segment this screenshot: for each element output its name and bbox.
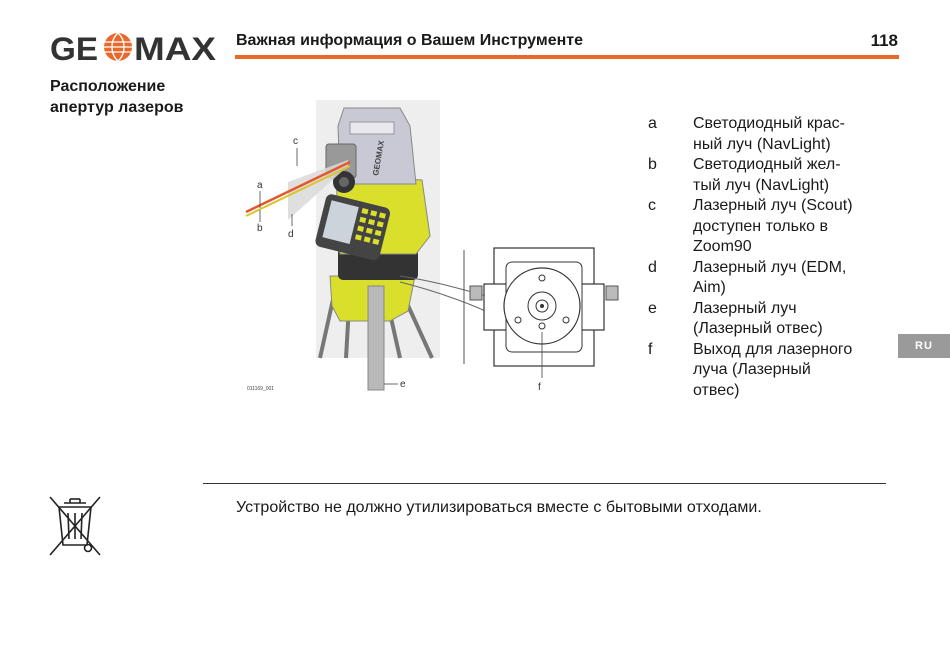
device-brand-label: GEOMAX [371, 139, 387, 177]
svg-text:MAX: MAX [134, 31, 217, 64]
page-header-title: Важная информация о Вашем Инструменте [236, 32, 583, 49]
callout-f: f [538, 382, 541, 393]
legend-key: e [648, 299, 657, 317]
callout-a: a [257, 180, 263, 191]
disposal-notice: Устройство не должно утилизироваться вместе с бытовыми отходами. [236, 499, 762, 516]
section-divider [203, 483, 886, 484]
legend-text: Светодиодный жел- тый луч (NavLight) [693, 156, 841, 194]
legend-key: a [648, 115, 657, 132]
legend-item [648, 196, 888, 258]
legend-key: d [648, 258, 657, 276]
section-title: Расположение апертур лазеров [50, 78, 184, 116]
svg-text:GE: GE [50, 31, 98, 64]
geomax-logo [50, 30, 218, 64]
legend-text: Лазерный луч (EDM, Aim) [693, 258, 847, 296]
crossed-out-bin-icon [48, 495, 102, 557]
callout-d: d [288, 229, 294, 240]
legend-text: Светодиодный крас- ный луч (NavLight) [693, 115, 845, 153]
figure-image-code: 011169_001 [247, 386, 275, 392]
callout-c: c [293, 136, 298, 147]
legend-text: Выход для лазерного луча (Лазерный отвес) [693, 340, 853, 399]
legend-item [648, 340, 888, 402]
legend-text: Лазерный луч (Лазерный отвес) [693, 299, 823, 337]
logo-globe-icon [104, 33, 132, 61]
laser-apertures-figure [240, 96, 620, 398]
callout-b: b [257, 223, 263, 234]
legend-item [648, 114, 888, 155]
legend-key: f [648, 340, 653, 358]
language-tab[interactable]: RU [898, 334, 950, 358]
legend-text: Лазерный луч (Scout) доступен только в Zoom90 [693, 197, 853, 255]
legend-item [648, 258, 888, 299]
legend-key: c [648, 197, 656, 214]
legend-item [648, 155, 888, 196]
page-number: 118 [870, 31, 898, 50]
callout-e: e [400, 379, 406, 390]
tribrach-bottom-view [470, 248, 618, 366]
legend [648, 114, 888, 401]
legend-key: b [648, 156, 657, 173]
legend-item [648, 299, 888, 340]
header-rule [235, 55, 899, 59]
